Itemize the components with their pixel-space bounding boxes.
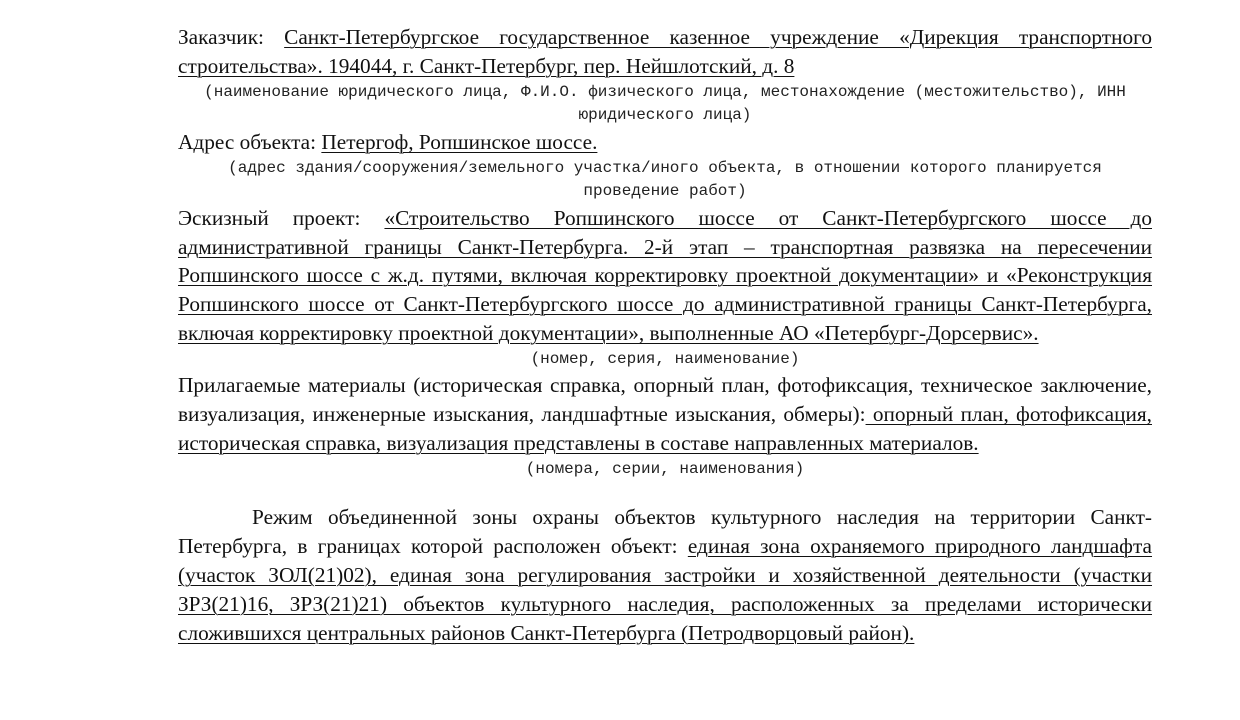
customer-paragraph (178, 23, 1152, 81)
sketch-project-value: «Строительство Ропшинского шоссе от Санкт-Петербургского шоссе до административной границы Санкт-Петербурга. 2-й этап – транспортная развязка на пересечении Ропшинского шоссе с ж.д. путями, включая корректировку проектной документации» и «Реконструкция Ропшинского шоссе от Санкт-Петербургского шоссе до административной границы Санкт-Петербурга, включая корректировку проектной документации», выполненные АО «Петербург-Дорсервис». (178, 205, 1152, 345)
object-address-value: Петергоф, Ропшинское шоссе. (321, 129, 598, 154)
attached-materials-label: Прилагаемые материалы (историческая справка, опорный план, фотофиксация, техническое заключение, визуализация, инженерные изыскания, ландшафтные изыскания, обмеры): (178, 373, 1152, 427)
customer-label: Заказчик: (178, 25, 285, 49)
object-address-label: Адрес объекта: (178, 129, 322, 154)
paragraph-spacer (178, 481, 1152, 503)
zone-regime-value: единая зона охраняемого природного ландшафта (участок ЗОЛ(21)02), единая зона регулирования застройки и хозяйственной деятельности (участки ЗРЗ(21)16, ЗРЗ(21)21) объектов культурного наследия, расположенных за пределами исторически сложившихся центральных районов Санкт-Петербурга (Петродворцовый район). (178, 534, 1153, 645)
document-page (178, 23, 1152, 647)
attached-materials-caption: (номера, серии, наименования) (525, 459, 805, 478)
sketch-project-paragraph (178, 204, 1152, 348)
customer-caption: (наименование юридического лица, Ф.И.О. физического лица, местонахождение (местожительство), ИНН юридического лица) (204, 82, 1126, 125)
sketch-project-caption: (номер, серия, наименование) (530, 349, 800, 368)
attached-materials-value: опорный план, фотофиксация, историческая справка, визуализация представлены в составе направленных материалов. (178, 402, 1152, 455)
zone-regime-label: Режим объединенной зоны охраны объектов культурного наследия на территории Санкт-Петербурга, в границах которой расположен объект: (178, 505, 1152, 559)
attached-materials-paragraph (178, 371, 1152, 457)
object-address-paragraph (178, 128, 1152, 157)
zone-regime-paragraph (178, 503, 1152, 647)
object-address-caption: (адрес здания/сооружения/земельного участка/иного объекта, в отношении которого планируется проведение работ) (228, 158, 1102, 201)
customer-value: Санкт-Петербургское государственное казенное учреждение «Дирекция транспортного строительства». 194044, г. Санкт-Петербург, пер. Нейшлотский, д. 8 (178, 25, 1152, 78)
sketch-project-label: Эскизный проект: (178, 205, 385, 230)
